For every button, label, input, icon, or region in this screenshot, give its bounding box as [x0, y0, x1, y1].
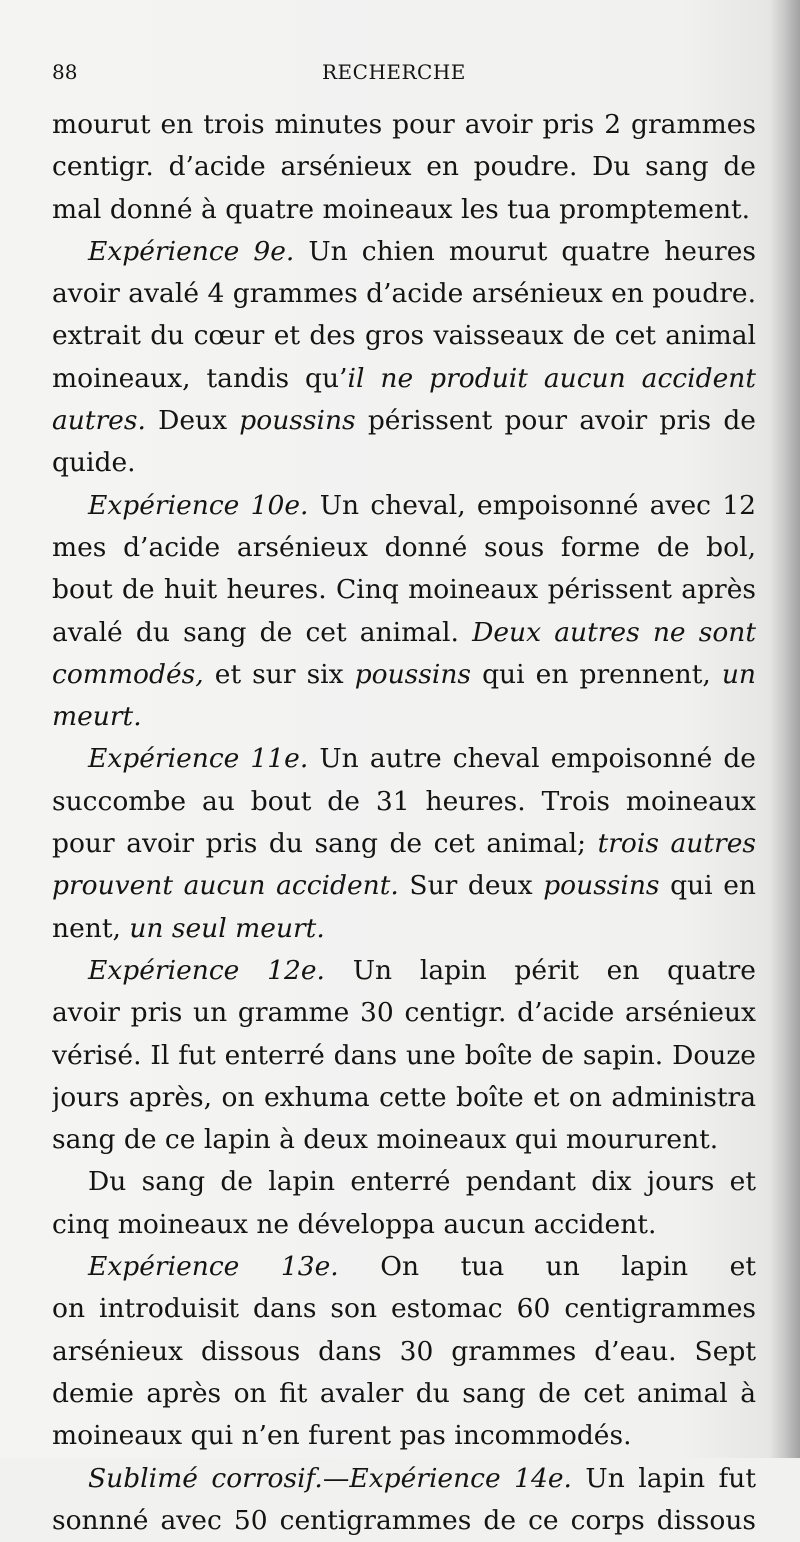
text-span: On tua un lapin et	[380, 1251, 756, 1283]
text-line	[52, 104, 756, 146]
text-span: sonnné avec 50 centigrammes de ce corps dissous	[52, 1504, 756, 1536]
text-span: sang de ce lapin à deux moineaux qui moururent.	[52, 1124, 719, 1156]
text-line	[52, 1246, 756, 1288]
italic-text: un	[721, 658, 756, 690]
text-line	[52, 950, 756, 992]
text-line	[52, 400, 756, 442]
text-line	[52, 1204, 756, 1246]
text-span: nent,	[52, 912, 130, 944]
italic-text: Expérience 11e.	[88, 743, 309, 775]
italic-text: un seul meurt.	[129, 912, 325, 944]
page-header	[52, 54, 750, 90]
italic-text: Deux autres ne sont	[472, 616, 756, 648]
text-line	[52, 1077, 756, 1119]
text-line	[52, 1331, 756, 1373]
text-span: mourut en trois minutes pour avoir pris 2 grammes	[52, 109, 756, 140]
italic-text: Expérience 13e.	[88, 1251, 339, 1283]
text-span: Du sang de lapin enterré pendant dix jours et	[88, 1166, 756, 1198]
text-span: mal donné à quatre moineaux les tua promptement.	[52, 193, 751, 225]
text-span: cinq moineaux ne développa aucun accident.	[52, 1208, 657, 1240]
text-line	[52, 1458, 756, 1500]
text-line	[52, 992, 756, 1034]
text-span: arsénieux dissous dans 30 grammes d’eau. Sept	[52, 1335, 756, 1367]
text-span: —	[322, 1462, 350, 1494]
italic-text: Expérience 10e.	[88, 489, 309, 521]
text-span: Sur deux	[398, 870, 544, 902]
text-span: vérisé. Il fut enterré dans une boîte de sapin. Douze	[52, 1039, 756, 1071]
italic-text: poussins	[354, 658, 472, 690]
text-span: moineaux qui n’en furent pas incommodés.	[52, 1420, 632, 1452]
text-span: avoir avalé 4 grammes d’acide arsénieux en poudre.	[52, 278, 756, 310]
text-span: centigr. d’acide arsénieux en poudre. Du sang de	[52, 151, 756, 183]
text-line	[52, 696, 756, 738]
italic-text: meurt.	[52, 701, 142, 733]
italic-text: commodés,	[52, 658, 204, 690]
page-number: 88	[52, 60, 78, 84]
text-line	[52, 865, 756, 907]
text-span: on introduisit dans son estomac 60 centigrammes	[52, 1293, 756, 1325]
italic-text: Expérience 12e.	[88, 954, 325, 986]
text-line	[52, 1415, 756, 1457]
text-span: Un autre cheval empoisonné de	[319, 743, 756, 775]
text-span: Un chien mourut quatre heures	[308, 235, 756, 267]
text-line	[52, 485, 756, 527]
text-line	[52, 654, 756, 696]
text-line	[52, 612, 756, 654]
text-line	[52, 1161, 756, 1203]
text-line	[52, 908, 756, 950]
italic-text: Expérience 9e.	[88, 235, 295, 267]
text-line	[52, 1119, 756, 1161]
text-line	[52, 823, 756, 865]
text-span: Un cheval, empoisonné avec 12	[319, 489, 756, 521]
text-span: succombe au bout de 31 heures. Trois moineaux	[52, 785, 756, 817]
italic-text: Sublimé corrosif.	[88, 1462, 323, 1494]
text-line	[52, 231, 756, 273]
text-line	[52, 358, 756, 400]
italic-text: Expérience 14e.	[349, 1462, 572, 1494]
text-span: et sur six	[203, 658, 355, 690]
page-gutter-shadow	[770, 0, 800, 1458]
text-span: bout de huit heures. Cinq moineaux périssent après	[52, 574, 756, 606]
text-line	[52, 189, 756, 231]
text-span: jours après, on exhuma cette boîte et on administra	[52, 1081, 756, 1113]
text-span: avoir pris un gramme 30 centigr. d’acide arsénieux	[52, 997, 756, 1029]
text-span: Un lapin fut	[585, 1462, 756, 1494]
text-line	[52, 315, 756, 357]
text-line	[52, 442, 756, 484]
text-line	[52, 738, 756, 780]
italic-text: poussins	[543, 870, 660, 902]
text-span: mes d’acide arsénieux donné sous forme de bol,	[52, 531, 756, 563]
italic-text: poussins	[239, 405, 356, 437]
text-span: Deux	[145, 405, 240, 437]
text-line	[52, 781, 756, 823]
text-line	[52, 1500, 756, 1542]
italic-text: prouvent aucun accident.	[52, 870, 399, 902]
text-span: moineaux, tandis qu’	[52, 362, 348, 394]
italic-text: autres.	[52, 405, 146, 437]
text-line	[52, 1288, 756, 1330]
text-line	[52, 146, 756, 188]
text-span: Un lapin périt en quatre	[352, 954, 756, 986]
text-span: quide.	[52, 447, 136, 479]
text-span: avalé du sang de cet animal.	[52, 616, 473, 648]
text-span: périssent pour avoir pris de	[367, 405, 756, 437]
running-head: RECHERCHE	[322, 60, 466, 84]
text-line	[52, 1035, 756, 1077]
italic-text: trois autres	[597, 828, 756, 860]
text-line	[52, 1373, 756, 1415]
text-span: extrait du cœur et des gros vaisseaux de cet animal	[52, 320, 756, 352]
body-text	[52, 104, 756, 1542]
italic-text: il ne produit aucun accident	[347, 362, 756, 394]
text-span: qui en prennent,	[471, 658, 722, 690]
text-span: demie après on fit avaler du sang de cet animal à	[52, 1377, 756, 1409]
text-line	[52, 273, 756, 315]
text-span: qui en	[670, 870, 756, 902]
text-line	[52, 569, 756, 611]
text-line	[52, 527, 756, 569]
text-span: pour avoir pris du sang de cet animal;	[52, 828, 598, 860]
